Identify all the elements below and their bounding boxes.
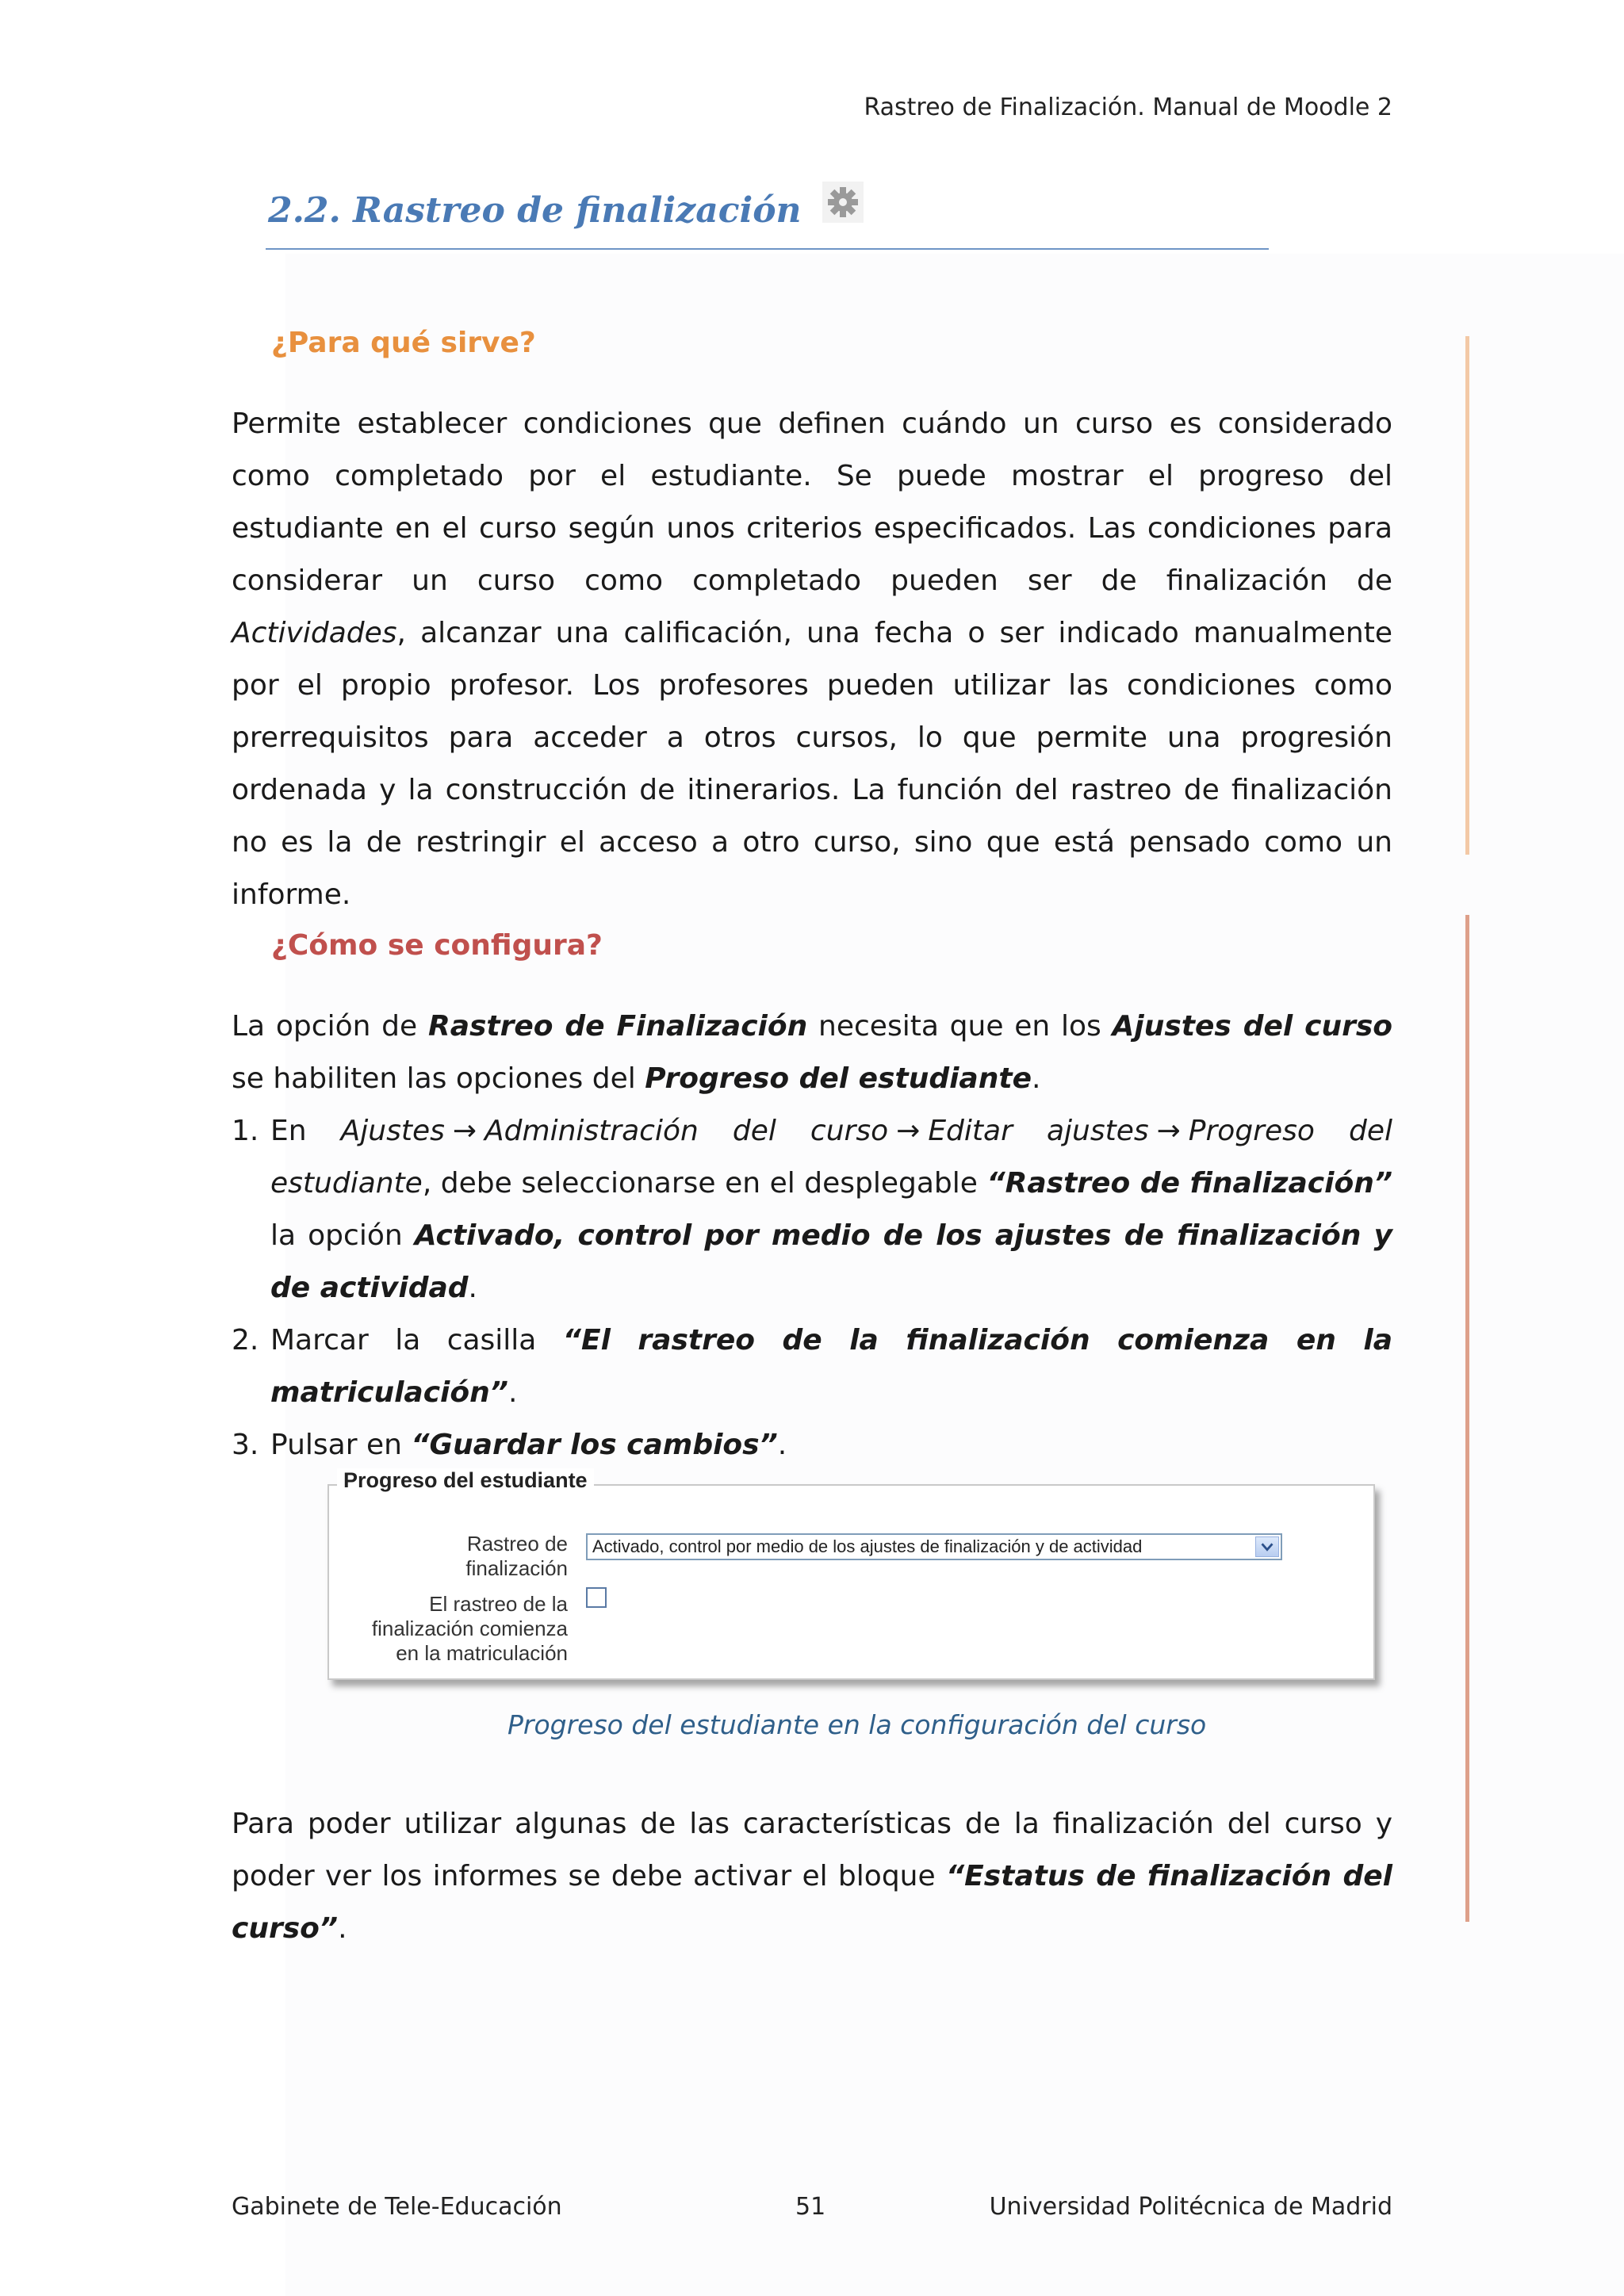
step-number: 2. — [232, 1324, 259, 1357]
step-text — [270, 1105, 1392, 1314]
step-number: 1. — [232, 1115, 259, 1147]
page-number: 51 — [795, 2193, 826, 2221]
tracking-select-value: Activado, control por medio de los ajustes de finalización y de actividad — [592, 1536, 1143, 1556]
step-text-part: Marcar la casilla — [270, 1324, 563, 1357]
footer-right: Universidad Politécnica de Madrid — [989, 2193, 1392, 2221]
list-item — [232, 1105, 1392, 1314]
chevron-down-icon[interactable] — [1255, 1536, 1279, 1557]
arrow-icon: → — [896, 1115, 921, 1147]
field-label-line: El rastreo de la — [429, 1592, 568, 1616]
tracking-select[interactable] — [586, 1533, 1282, 1560]
intro-text-2: , alcanzar una calificación, una fecha o ser indicado manualmente por el propio profesor. Los profesores pueden utilizar las condiciones como prerrequisitos para acceder a otros cursos, lo que permite una progresión ordenada y la construcción de itinerarios. La función del rastreo de finalización no es la de restringir el acceso a otro curso, sino que está pensado como un informe. — [232, 617, 1392, 911]
quoted-checkbox-name: “El rastreo de la finalización comienza en la matriculación” — [270, 1324, 1393, 1409]
config-paragraph — [232, 1001, 1392, 1105]
menu-path-progress: Progreso del estudiante — [270, 1115, 1392, 1200]
step-text — [270, 1314, 1392, 1419]
field-label-line: Rastreo de — [466, 1532, 568, 1556]
config-bold-tracking: Rastreo de Finalización — [427, 1010, 808, 1043]
running-header: Rastreo de Finalización. Manual de Moodle 2 — [864, 94, 1392, 121]
quoted-dropdown-name: “Rastreo de finalización” — [986, 1167, 1393, 1200]
arrow-icon: → — [1156, 1115, 1181, 1147]
step-text-part: la opción — [270, 1219, 415, 1252]
menu-path-settings: Ajustes — [340, 1115, 445, 1147]
step-text-part: En — [270, 1115, 341, 1147]
fieldset-legend: Progreso del estudiante — [337, 1468, 594, 1493]
field-label-enrol — [314, 1592, 568, 1666]
section-title — [268, 190, 864, 231]
step-text-part: . — [508, 1376, 518, 1409]
field-label-line: en la matriculación — [396, 1641, 568, 1665]
section-title-text: 2.2. Rastreo de finalización — [268, 190, 802, 231]
step-text-part: . — [468, 1272, 477, 1304]
figure-caption: Progreso del estudiante en la configuración del curso — [508, 1709, 1207, 1740]
arrow-icon: → — [452, 1115, 477, 1147]
step-text-part: Pulsar en — [270, 1429, 412, 1461]
gear-icon — [822, 182, 864, 223]
subheading-purpose: ¿Para qué sirve? — [271, 327, 536, 359]
margin-bar-configure — [1465, 915, 1469, 1922]
field-label-tracking — [338, 1532, 568, 1581]
intro-text-1: Permite establecer condiciones que definen cuándo un curso es considerado como completado por el estudiante. Se puede mostrar el progreso del estudiante en el curso según unos criterios especificados. Las condiciones para considerar un curso como completado pueden ser de finalización de — [232, 408, 1392, 597]
margin-bar-purpose — [1465, 336, 1469, 855]
enrol-start-checkbox[interactable] — [586, 1587, 607, 1608]
config-bold-settings: Ajustes del curso — [1112, 1010, 1392, 1043]
closing-block-name: “Estatus de finalización del curso” — [232, 1860, 1393, 1945]
menu-path-admin: Administración del curso — [485, 1115, 889, 1147]
field-label-line: finalización comienza — [371, 1617, 568, 1640]
quoted-button-name: “Guardar los cambios” — [411, 1429, 778, 1461]
closing-period: . — [338, 1912, 347, 1945]
list-item — [232, 1419, 1392, 1471]
field-label-line: finalización — [465, 1556, 568, 1580]
config-text-e: se habiliten las opciones del — [232, 1062, 645, 1095]
list-item — [232, 1314, 1392, 1419]
menu-path-edit: Editar ajustes — [928, 1115, 1149, 1147]
intro-activities: Actividades — [232, 617, 397, 649]
steps-list — [232, 1105, 1392, 1471]
embedded-screenshot-progress — [327, 1468, 1375, 1680]
step-text-part: . — [777, 1429, 787, 1461]
config-bold-progress: Progreso del estudiante — [645, 1062, 1032, 1095]
closing-text: Para poder utilizar algunas de las características de la finalización del curso y poder ver los informes se debe activar el bloque — [232, 1808, 1392, 1892]
title-underline — [266, 248, 1269, 250]
config-text-c: necesita que en los — [807, 1010, 1113, 1043]
step-text — [270, 1419, 1392, 1471]
config-text-g: . — [1031, 1062, 1041, 1095]
step-number: 3. — [232, 1429, 259, 1461]
quoted-option-name: Activado, control por medio de los ajustes de finalización y de actividad — [270, 1219, 1392, 1304]
closing-paragraph — [232, 1798, 1392, 1955]
intro-paragraph — [232, 398, 1392, 921]
step-text-part: , debe seleccionarse en el desplegable — [422, 1167, 987, 1200]
config-text-a: La opción de — [232, 1010, 428, 1043]
subheading-configure: ¿Cómo se configura? — [271, 929, 603, 962]
footer-left: Gabinete de Tele-Educación — [232, 2193, 562, 2221]
